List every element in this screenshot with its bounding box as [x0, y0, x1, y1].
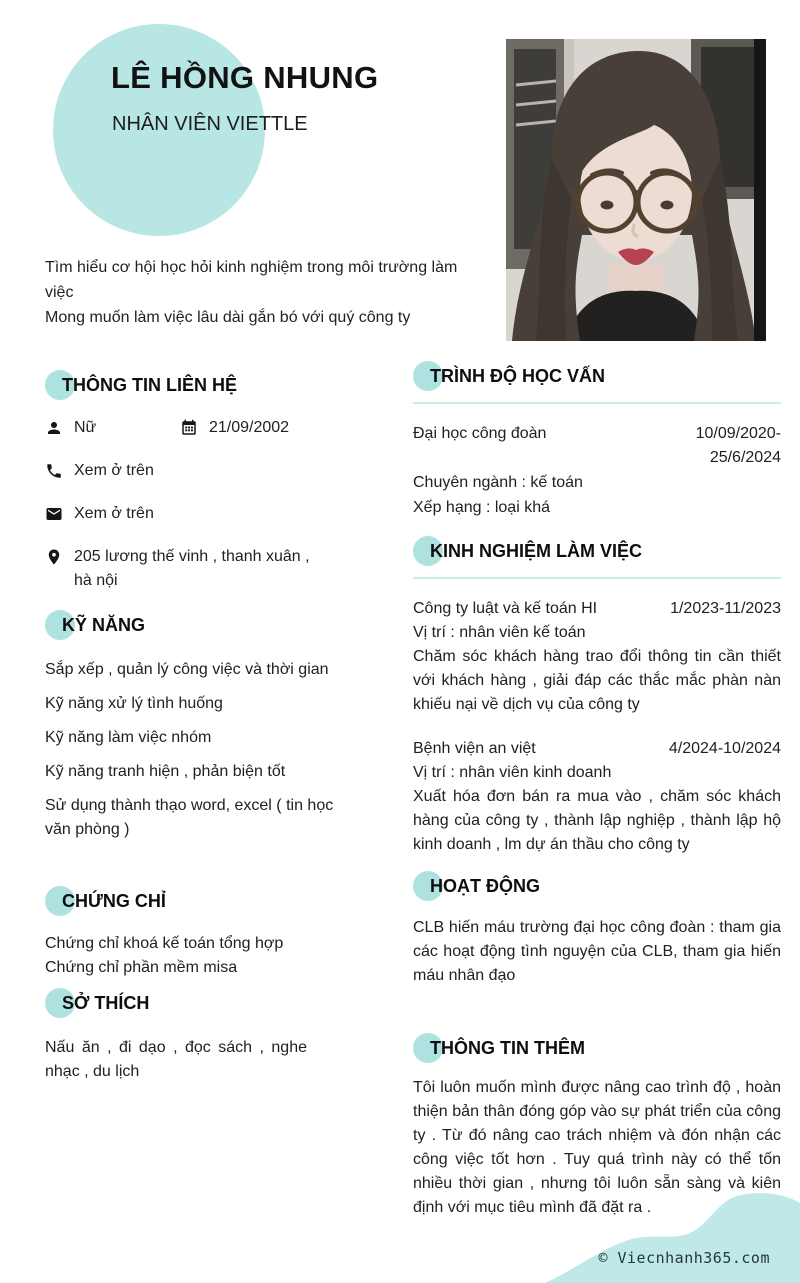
career-objective-line2: Mong muốn làm việc lâu dài gắn bó với quý công ty: [45, 309, 411, 326]
phone-value: Xem ở trên: [74, 462, 154, 479]
contact-heading: [45, 369, 367, 401]
skill-item: Kỹ năng xử lý tình huống: [45, 695, 223, 712]
phone-icon: [45, 462, 63, 480]
contact-row-gender-birthday: [45, 416, 367, 440]
career-objective-line1: Tìm hiểu cơ hội học hỏi kinh nghiệm trong môi trường làm việc: [45, 259, 458, 301]
education-period: 10/09/2020-25/6/2024: [695, 425, 781, 466]
job-entry: [413, 737, 781, 857]
job-position: Vị trí : nhân viên kế toán: [413, 624, 586, 641]
skills-section: [45, 609, 367, 842]
more-info-heading-label: THÔNG TIN THÊM: [430, 1038, 585, 1058]
certificate-item: Chứng chỉ phần mềm misa: [45, 959, 238, 976]
gender-value: Nữ: [74, 419, 97, 436]
certificates-heading: [45, 885, 367, 917]
skill-item: Sắp xếp , quản lý công việc và thời gian: [45, 661, 329, 678]
skills-heading-label: KỸ NĂNG: [62, 615, 146, 635]
decorative-wave: [540, 1191, 800, 1283]
company-name: Bệnh viện an việt: [413, 740, 536, 757]
activities-heading: [413, 870, 781, 902]
portrait-photo: [506, 39, 766, 341]
career-objective: [45, 255, 470, 330]
more-info-heading: [413, 1032, 781, 1064]
watermark-credit: © Viecnhanh365.com: [598, 1249, 770, 1267]
section-divider: [413, 402, 781, 404]
hobbies-text: Nấu ăn , đi dạo , đọc sách , nghe nhạc , du lịch: [45, 1039, 307, 1080]
candidate-name: LÊ HỒNG NHUNG: [111, 60, 379, 95]
birthday-value: 21/09/2002: [209, 419, 290, 436]
contact-row-email: [45, 502, 367, 526]
mail-icon: [45, 505, 63, 523]
job-position: Vị trí : nhân viên kinh doanh: [413, 764, 612, 781]
education-rank: Xếp hạng : loại khá: [413, 499, 550, 516]
contact-row-address: [45, 545, 367, 593]
job-period: 4/2024-10/2024: [668, 740, 781, 757]
job-description: Xuất hóa đơn bán ra mua vào , chăm sóc khách hàng của công ty , thành lập nghiệp , thành lập hộ kinh doanh , lm dự án thầu cho công ty: [413, 788, 781, 853]
job-description: Chăm sóc khách hàng trao đổi thông tin cần thiết với khách hàng , giải đáp các thắc mắc phàn nàn khiếu nại về dịch vụ của công ty: [413, 648, 781, 713]
candidate-job-title: NHÂN VIÊN VIETTLE: [112, 113, 308, 135]
certificates-section: [45, 885, 367, 980]
hobbies-heading: [45, 987, 367, 1019]
education-heading: [413, 360, 781, 392]
education-heading-label: TRÌNH ĐỘ HỌC VẤN: [430, 366, 605, 386]
skill-item: Sử dụng thành thạo word, excel ( tin học văn phòng ): [45, 797, 334, 838]
calendar-icon: [180, 419, 198, 437]
skill-item: Kỹ năng tranh hiện , phản biện tốt: [45, 763, 286, 780]
hobbies-heading-label: SỞ THÍCH: [62, 993, 150, 1013]
education-section: [413, 360, 781, 520]
certificates-heading-label: CHỨNG CHỈ: [62, 891, 166, 911]
experience-section: [413, 535, 781, 857]
skills-heading: [45, 609, 367, 641]
hobbies-section: [45, 987, 367, 1084]
email-value: Xem ở trên: [74, 505, 154, 522]
certificate-item: Chứng chỉ khoá kế toán tổng hợp: [45, 935, 284, 952]
address-value: 205 lương thế vinh , thanh xuân , hà nội: [74, 548, 310, 589]
company-name: Công ty luật và kế toán HI: [413, 600, 598, 617]
person-icon: [45, 419, 63, 437]
more-info-text: Tôi luôn muốn mình được nâng cao trình độ , hoàn thiện bản thân đóng góp vào sự phát triển của công ty . Từ đó nâng cao trách nhiệm và đón nhận các công việc tốt hơn . Tuy quá trình này có thể tốn nhiều thời gian , nhưng tôi luôn sẵn sàng và kiên định với mục tiêu mình đã đặt ra .: [413, 1079, 781, 1216]
contact-row-phone: [45, 459, 367, 483]
experience-heading-label: KINH NGHIỆM LÀM VIỆC: [430, 541, 643, 561]
education-entry: [413, 422, 781, 470]
education-major: Chuyên ngành : kế toán: [413, 474, 583, 491]
skill-item: Kỹ năng làm việc nhóm: [45, 729, 212, 746]
job-entry: [413, 597, 781, 717]
activities-section: [413, 870, 781, 988]
school-name: Đại học công đoàn: [413, 425, 547, 442]
contact-section: [45, 369, 367, 593]
activities-heading-label: HOẠT ĐỘNG: [430, 876, 540, 896]
job-period: 1/2023-11/2023: [670, 600, 781, 617]
experience-heading: [413, 535, 781, 567]
section-divider: [413, 577, 781, 579]
contact-heading-label: THÔNG TIN LIÊN HỆ: [62, 375, 237, 395]
activities-text: CLB hiến máu trường đại học công đoàn : tham gia các hoạt động tình nguyện của CLB, tham gia hiến máu nhân đạo: [413, 919, 781, 984]
location-pin-icon: [45, 548, 63, 566]
